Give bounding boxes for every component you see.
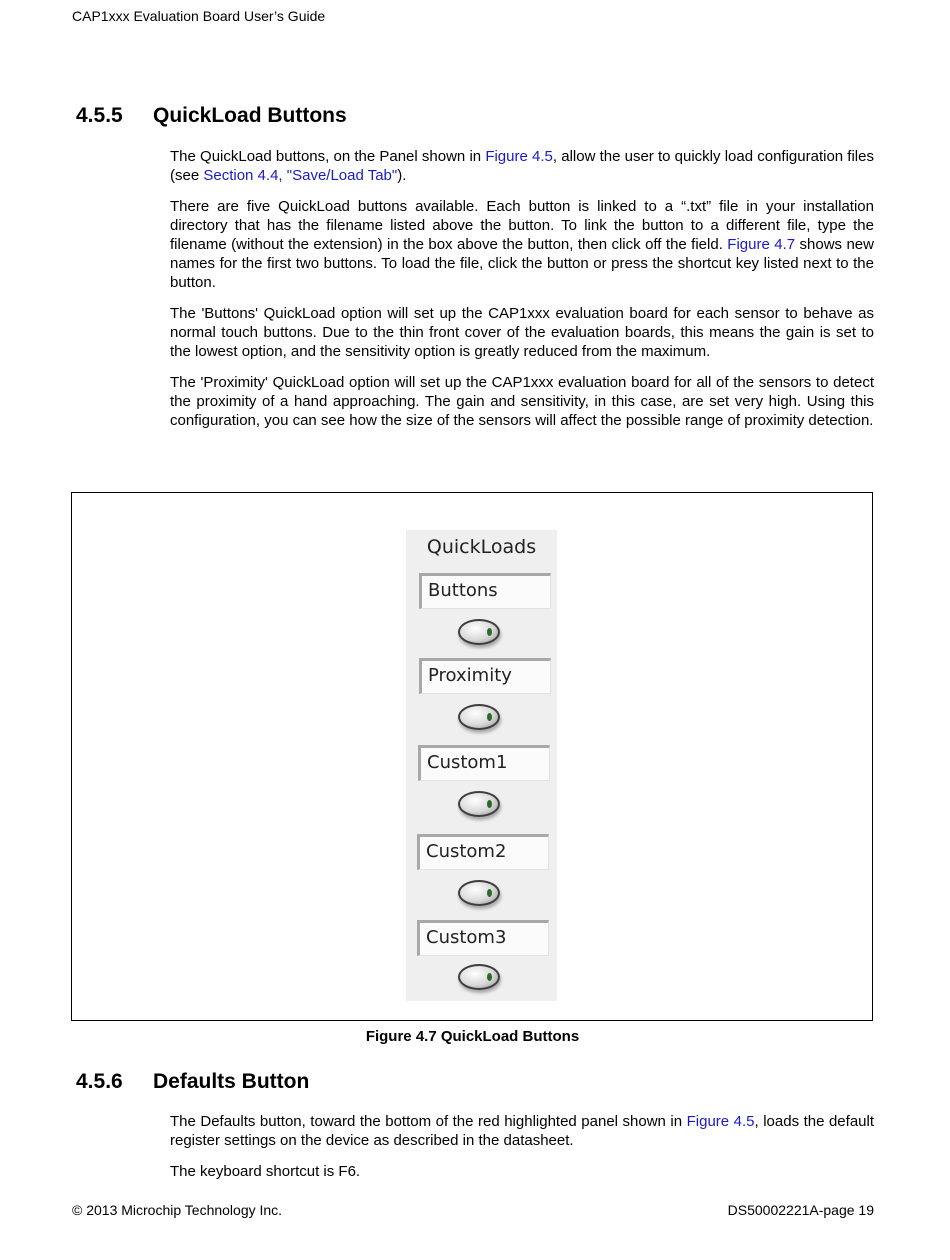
quickload-button-2[interactable]	[458, 704, 500, 730]
quickloads-panel	[406, 530, 557, 1001]
quickload-button-5[interactable]	[458, 964, 500, 990]
text-run: ).	[397, 167, 407, 184]
paragraph: The 'Buttons' QuickLoad option will set up the CAP1xxx evaluation board for each sensor to behave as normal touch buttons. Due to the thin front cover of the evaluation boards, this means the gain is set to the lowest option, and the sensitivity option is greatly reduced from the maximum.	[170, 305, 874, 360]
led-indicator	[487, 889, 492, 897]
section-title: Defaults Button	[153, 1070, 310, 1093]
led-indicator	[487, 713, 492, 721]
xref-link[interactable]: Figure 4.7	[727, 236, 796, 253]
text-run: , loads the default register settings on the device as described in the datasheet.	[170, 1113, 874, 1149]
quickload-button-1[interactable]	[458, 619, 500, 645]
quickload-field-4[interactable]: Custom2	[417, 834, 549, 870]
figure-caption: Figure 4.7 QuickLoad Buttons	[365, 1028, 580, 1045]
led-indicator	[487, 628, 492, 636]
quickload-button-4[interactable]	[458, 880, 500, 906]
text-run: There are five QuickLoad buttons available. Each button is linked to a “.txt” file in your installation directory that has the filename listed above the button. To link the button to a different file, type the filename (without the extension) in the box above the button, then click off the field.	[170, 198, 874, 253]
section-heading-456	[76, 1070, 309, 1094]
footer-copyright: © 2013 Microchip Technology Inc.	[72, 1202, 283, 1218]
paragraph	[170, 147, 874, 185]
paragraph	[170, 197, 874, 292]
quickload-field-3[interactable]: Custom1	[418, 745, 550, 781]
section-title: QuickLoad Buttons	[153, 104, 347, 127]
xref-link[interactable]: Section 4.4	[203, 167, 279, 184]
running-header: CAP1xxx Evaluation Board User’s Guide	[72, 8, 326, 24]
quickload-field-2[interactable]: Proximity	[419, 658, 551, 694]
xref-link[interactable]: Figure 4.5	[686, 1113, 755, 1130]
section-455-body	[170, 147, 874, 442]
text-run: ,	[278, 167, 287, 184]
section-number: 4.5.6	[76, 1070, 123, 1093]
paragraph: The keyboard shortcut is F6.	[170, 1163, 361, 1180]
section-heading-455	[76, 104, 347, 128]
text-run: shows new names for the first two buttons. To load the file, click the button or press the shortcut key listed next to the button.	[170, 236, 874, 291]
section-456-body	[170, 1112, 874, 1193]
text-run: , allow the user to quickly load configuration files (see	[170, 148, 874, 184]
section-number: 4.5.5	[76, 104, 123, 127]
figure-frame	[71, 492, 873, 1021]
led-indicator	[487, 973, 492, 981]
panel-title: QuickLoads	[426, 536, 537, 558]
quickload-field-1[interactable]: Buttons	[419, 573, 551, 609]
xref-link[interactable]: Figure 4.5	[485, 148, 553, 165]
quickload-button-3[interactable]	[458, 791, 500, 817]
xref-link[interactable]: "Save/Load Tab"	[286, 167, 398, 184]
paragraph	[170, 1112, 874, 1150]
footer-page-number: DS50002221A-page 19	[727, 1202, 874, 1218]
paragraph: The 'Proximity' QuickLoad option will set up the CAP1xxx evaluation board for all of the sensors to detect the proximity of a hand approaching. The gain and sensitivity, in this case, are set very high. Using this configuration, you can see how the size of the sensors will affect the possible range of proximity detection.	[170, 374, 874, 429]
led-indicator	[487, 800, 492, 808]
quickload-field-5[interactable]: Custom3	[417, 920, 549, 956]
text-run: The QuickLoad buttons, on the Panel shown in	[170, 148, 486, 165]
text-run: The Defaults button, toward the bottom of the red highlighted panel shown in	[170, 1113, 687, 1130]
